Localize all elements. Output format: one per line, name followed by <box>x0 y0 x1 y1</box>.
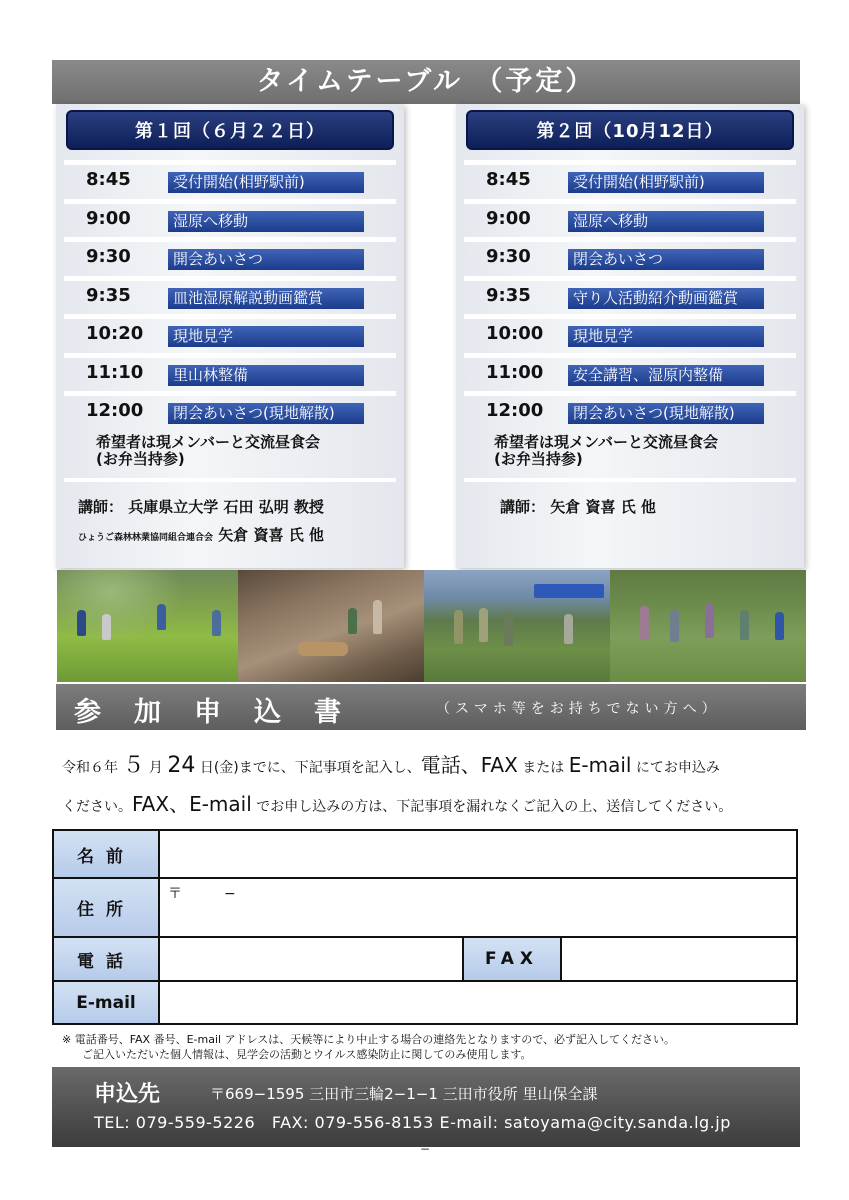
application-subtitle: （スマホ等をお持ちでない方へ） <box>436 701 721 717</box>
contact-address: 〒669−1595 三田市三輪2−1−1 三田市役所 里山保全課 <box>210 1085 598 1103</box>
schedule-row <box>464 353 796 392</box>
forest-work-photo <box>238 570 424 682</box>
fax-label: FAX <box>464 938 560 980</box>
lecturer-line-1 <box>78 496 324 517</box>
address-field[interactable] <box>160 879 796 936</box>
schedule-activity: 受付開始(相野駅前) <box>568 172 764 193</box>
application-banner <box>56 684 806 730</box>
lecturer-org: ひょうご森林林業協同組合連合会 <box>78 533 214 543</box>
application-title: 参加申込書 <box>74 697 374 728</box>
person-figure <box>454 610 463 644</box>
contact-details <box>94 1113 731 1132</box>
intro-text: でお申し込みの方は、下記事項を漏れなくご記入の上、送信してください。 <box>256 799 733 815</box>
session-2-schedule <box>464 160 796 430</box>
lecturer-label: 講師： <box>78 498 124 516</box>
session-1-heading: 第１回（６月２２日） <box>66 110 394 150</box>
application-form <box>52 829 798 1025</box>
schedule-time: 9:00 <box>486 207 531 229</box>
intro-text: または <box>522 760 565 776</box>
person-figure <box>705 604 714 638</box>
fax-method: FAX <box>132 792 170 816</box>
schedule-row <box>64 160 396 199</box>
lunch-note-line1: 希望者は現メンバーと交流昼食会 <box>494 433 718 451</box>
fax-field[interactable] <box>562 938 796 980</box>
schedule-time: 9:35 <box>486 284 531 306</box>
contact-email[interactable]: E-mail: satoyama@city.sanda.lg.jp <box>439 1113 731 1132</box>
email-label: E-mail <box>54 982 158 1023</box>
schedule-time: 11:10 <box>86 361 144 383</box>
schedule-row <box>64 314 396 353</box>
intro-line-2 <box>62 788 802 817</box>
nature-observation-photo <box>610 570 806 682</box>
timetable-title: タイムテーブル （予定） <box>52 60 800 104</box>
schedule-activity: 湿原へ移動 <box>568 211 764 232</box>
lecturer-line-1 <box>500 496 656 517</box>
lecturer-name: 兵庫県立大学 石田 弘明 教授 <box>128 498 324 516</box>
name-field[interactable] <box>160 831 796 877</box>
phone-field[interactable] <box>160 938 462 980</box>
phone-method: 電話 <box>420 753 461 777</box>
divider <box>464 478 796 482</box>
person-figure <box>77 610 86 636</box>
person-figure <box>479 608 488 642</box>
schedule-time: 11:00 <box>486 361 544 383</box>
intro-text: 日(金)までに、下記事項を記入し、 <box>199 760 421 776</box>
person-figure <box>102 614 111 640</box>
lecturer-name: 矢倉 資喜 氏 他 <box>218 526 324 544</box>
person-figure <box>212 610 221 636</box>
intro-text: 月 <box>148 760 163 776</box>
schedule-time: 12:00 <box>486 400 544 421</box>
person-figure <box>373 600 382 634</box>
contact-box <box>52 1067 800 1147</box>
session-2-panel <box>456 104 804 568</box>
schedule-row <box>464 276 796 315</box>
email-method: E-mail <box>568 753 632 777</box>
divider <box>64 478 396 482</box>
group-tent-photo <box>424 570 610 682</box>
divider <box>158 831 160 1023</box>
person-figure <box>504 612 513 646</box>
person-figure <box>564 614 573 644</box>
schedule-row <box>64 276 396 315</box>
schedule-activity: 皿池湿原解説動画鑑賞 <box>168 288 364 309</box>
schedule-activity: 開会あいさつ <box>168 249 364 270</box>
schedule-time: 10:00 <box>486 323 544 344</box>
name-label: 名前 <box>54 831 158 877</box>
lunch-note-line2: (お弁当持参) <box>494 450 583 468</box>
schedule-activity: 里山林整備 <box>168 365 364 386</box>
divider <box>462 938 464 980</box>
schedule-row <box>64 391 396 430</box>
intro-text: 、 <box>460 753 481 777</box>
schedule-activity: 現地見学 <box>568 326 764 347</box>
lecturer-label: 講師： <box>500 498 546 516</box>
lecturer-name: 矢倉 資喜 氏 他 <box>550 498 656 516</box>
logs-shape <box>298 642 348 656</box>
lunch-note <box>96 434 320 468</box>
divider <box>560 938 562 980</box>
schedule-time: 8:45 <box>486 169 531 190</box>
footnote-line1: ※ 電話番号、FAX 番号、E-mail アドレスは、天候等により中止する場合の連絡先となりますので、必ず記入してください。 <box>62 1033 676 1046</box>
intro-text: にてお申込み <box>635 760 720 776</box>
schedule-row <box>464 237 796 276</box>
schedule-activity: 受付開始(相野駅前) <box>168 172 364 193</box>
phone-label: 電話 <box>54 938 158 980</box>
schedule-activity: 閉会あいさつ(現地解散) <box>568 403 764 424</box>
lunch-note-line2: (お弁当持参) <box>96 450 185 468</box>
schedule-time: 9:00 <box>86 207 131 229</box>
footnote <box>62 1032 802 1062</box>
schedule-time: 9:30 <box>86 246 131 267</box>
schedule-activity: 湿原へ移動 <box>168 211 364 232</box>
person-figure <box>640 606 649 640</box>
schedule-time: 12:00 <box>86 400 144 421</box>
schedule-time: 10:20 <box>86 323 144 344</box>
schedule-time: 8:45 <box>86 169 131 190</box>
schedule-activity: 閉会あいさつ(現地解散) <box>168 403 364 424</box>
intro-text: 、 <box>169 792 190 816</box>
intro-text: 令和６年 <box>62 760 118 776</box>
lunch-note-line1: 希望者は現メンバーと交流昼食会 <box>96 433 320 451</box>
schedule-row <box>64 237 396 276</box>
schedule-row <box>464 314 796 353</box>
schedule-activity: 守り人活動紹介動画鑑賞 <box>568 288 764 309</box>
person-figure <box>775 612 784 640</box>
person-figure <box>740 610 749 640</box>
schedule-row <box>64 199 396 238</box>
contact-fax: FAX: 079-556-8153 <box>271 1113 434 1132</box>
schedule-row <box>464 199 796 238</box>
schedule-activity: 安全講習、湿原内整備 <box>568 365 764 386</box>
tent-shape <box>534 584 604 598</box>
deadline-day: 24 <box>167 753 196 778</box>
deadline-month: ５ <box>122 753 145 778</box>
lecturer-line-2 <box>78 524 324 545</box>
contact-title: 申込先 <box>94 1082 161 1107</box>
email-method: E-mail <box>189 792 252 816</box>
fax-method: FAX <box>480 753 518 777</box>
postal-mark: 〒 − <box>168 886 236 902</box>
schedule-row <box>464 391 796 430</box>
lunch-note <box>494 434 718 468</box>
intro-line-1 <box>62 748 802 779</box>
person-figure <box>157 604 166 630</box>
intro-text: ください。 <box>62 799 132 815</box>
address-label: 住所 <box>54 879 158 936</box>
session-1-panel <box>56 104 404 568</box>
email-field[interactable] <box>160 982 796 1023</box>
contact-tel: TEL: 079-559-5226 <box>94 1113 256 1132</box>
schedule-time: 9:35 <box>86 284 131 306</box>
session-2-heading: 第２回（10月12日） <box>466 110 794 150</box>
wetland-photo <box>57 570 238 682</box>
schedule-row <box>64 353 396 392</box>
person-figure <box>670 610 679 642</box>
schedule-row <box>464 160 796 199</box>
footnote-line2: ご記入いただいた個人情報は、見学会の活動とウイルス感染防止に関してのみ使用します。 <box>82 1048 532 1061</box>
schedule-time: 9:30 <box>486 246 531 267</box>
schedule-activity: 閉会あいさつ <box>568 249 764 270</box>
schedule-activity: 現地見学 <box>168 326 364 347</box>
page-mark: − <box>420 1142 431 1156</box>
session-1-schedule <box>64 160 396 430</box>
person-figure <box>348 608 357 634</box>
